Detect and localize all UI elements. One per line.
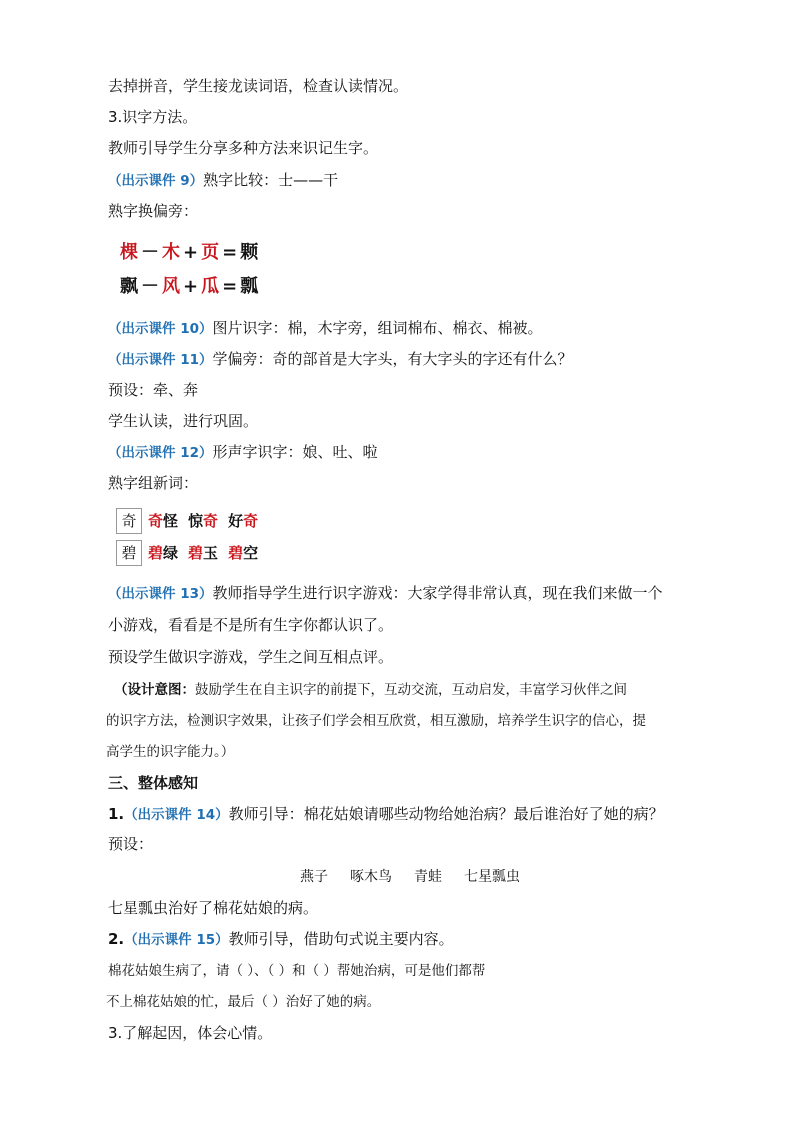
line-text: 教师引导，借助句式说主要内容。 [228,930,454,948]
animal-list [300,866,542,886]
design-intent-line: 高学生的识字能力。） [106,744,235,760]
text-line: 去掉拼音，学生接龙读词语，检查认读情况。 [108,77,409,95]
text-line: 预设：牵、奔 [108,381,199,399]
text-line: 学生认读，进行巩固。 [108,412,259,430]
text-line: 小游戏，看看是不是所有生字你都认识了。 [108,616,394,634]
text-line [108,803,664,826]
formula-op: － [141,276,160,297]
base-char: 碧 [116,540,142,566]
formula-char: 飘 [120,276,139,297]
line-text: 形声字识字：娘、吐、啦 [212,443,378,461]
courseware-tag: （出示课件 12） [108,445,213,461]
text-line: 七星瓢虫治好了棉花姑娘的病。 [108,899,319,917]
animal-item: 七星瓢虫 [464,869,520,885]
formula-char: 木 [162,242,181,263]
text-line [108,928,454,951]
word-char: 玉 [203,544,219,562]
text-line: 预设学生做识字游戏，学生之间互相点评。 [108,648,394,666]
courseware-tag: （出示课件 15） [124,932,229,948]
text-line: 教师引导学生分享多种方法来识记生字。 [108,139,379,157]
courseware-tag: （出示课件 11） [108,352,213,368]
text-line [108,317,543,340]
line-text: 图片识字：棉，木字旁，组词棉布、棉衣、棉被。 [212,319,543,337]
fill-blank-line: 不上棉花姑娘的忙，最后（ ）治好了她的病。 [106,994,381,1010]
text-line: 熟字换偏旁： [108,202,199,220]
line-text: 学偏旁：奇的部首是大字头，有大字头的字还有什么？ [212,350,573,368]
word-row-2 [116,540,268,566]
text-line [108,582,663,605]
formula-op: = [222,276,239,297]
item-number: 1. [108,805,125,823]
line-text: 熟字比较：士——干 [203,171,339,189]
courseware-tag: （出示课件 9） [108,173,204,189]
formula-char: 颗 [240,242,260,263]
item-number: 2. [108,930,125,948]
animal-item: 啄木鸟 [350,869,392,885]
formula-op: + [183,276,200,297]
design-intent-label: （设计意图： [114,682,195,698]
word-char: 碧 [148,544,164,562]
line-text: 鼓励学生在自主识字的前提下，互动交流，互动启发，丰富学习伙伴之间 [195,682,627,698]
word-row-1 [116,508,268,534]
text-line [108,169,338,192]
text-line: 3.识字方法。 [108,108,198,126]
radical-formula-1 [120,238,259,264]
design-intent-line [114,679,627,701]
formula-op: = [222,242,239,263]
line-text: 教师引导：棉花姑娘请哪些动物给她治病？最后谁治好了她的病？ [228,805,664,823]
formula-op: － [141,242,160,263]
courseware-tag: （出示课件 13） [108,586,213,602]
courseware-tag: （出示课件 10） [108,321,213,337]
fill-blank-line: 棉花姑娘生病了，请（ ）、（ ）和（ ）帮她治病，可是他们都帮 [108,963,486,979]
word-char: 奇 [243,512,259,530]
courseware-tag: （出示课件 14） [124,807,229,823]
section-heading: 三、整体感知 [108,774,199,792]
word-char: 奇 [148,512,164,530]
text-line: 3.了解起因，体会心情。 [108,1024,273,1042]
text-line: 预设： [108,835,154,853]
design-intent-line: 的识字方法，检测识字效果，让孩子们学会相互欣赏，相互激励，培养学生识字的信心，提 [106,713,646,729]
text-line: 熟字组新词： [108,474,199,492]
word-char: 碧 [228,544,244,562]
word-char: 奇 [203,512,219,530]
animal-item: 青蛙 [414,869,442,885]
formula-char: 棵 [120,242,139,263]
line-text: 教师指导学生进行识字游戏：大家学得非常认真，现在我们来做一个 [212,584,663,602]
formula-char: 风 [162,276,181,297]
formula-op: + [183,242,200,263]
radical-formula-2 [120,272,259,298]
text-line [108,348,573,371]
word-char: 碧 [188,544,204,562]
formula-char: 页 [201,242,221,263]
base-char: 奇 [116,508,142,534]
word-char: 惊 [188,512,204,530]
word-char: 绿 [163,544,179,562]
text-line [108,441,378,464]
word-char: 空 [243,544,259,562]
word-char: 好 [228,512,244,530]
formula-char: 瓜 [201,276,221,297]
word-char: 怪 [163,512,179,530]
formula-char: 瓢 [240,276,260,297]
animal-item: 燕子 [300,869,328,885]
